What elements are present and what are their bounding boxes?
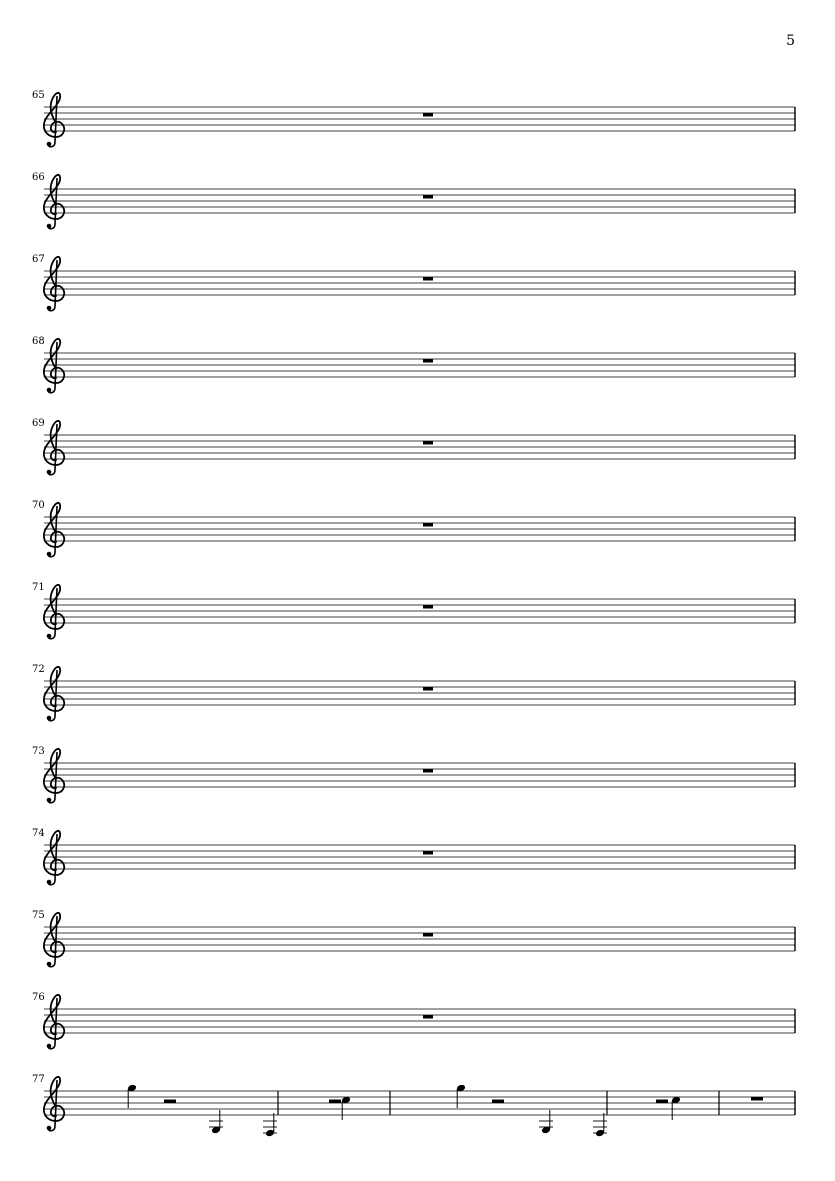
page-number: 5: [786, 33, 795, 49]
staff-system: [32, 172, 795, 229]
note: [341, 1096, 351, 1120]
treble-clef-icon: [44, 93, 64, 147]
whole-rest: [423, 1015, 433, 1019]
note: [539, 1110, 553, 1134]
staff-system: [32, 582, 795, 639]
half-rest: [164, 1100, 176, 1104]
whole-rest: [423, 605, 433, 609]
whole-rest: [751, 1097, 763, 1101]
staff-system: [32, 664, 795, 721]
treble-clef-icon: [44, 175, 64, 229]
staff-system: [32, 418, 795, 475]
whole-rest: [423, 687, 433, 691]
measure-number: 73: [32, 746, 45, 757]
note: [263, 1113, 277, 1137]
whole-rest: [423, 441, 433, 445]
treble-clef-icon: [44, 913, 64, 967]
measure-number: 74: [32, 828, 45, 839]
note: [671, 1096, 681, 1120]
staff-system: [32, 90, 795, 147]
treble-clef-icon: [44, 995, 64, 1049]
staff-system: [32, 828, 795, 885]
measure-number: 67: [32, 254, 45, 265]
whole-rest: [423, 195, 433, 199]
whole-rest: [423, 769, 433, 773]
systems: [32, 90, 795, 1137]
treble-clef-icon: [44, 749, 64, 803]
treble-clef-icon: [44, 257, 64, 311]
half-rest: [329, 1100, 341, 1104]
staff-system: [32, 992, 795, 1049]
whole-rest: [423, 359, 433, 363]
treble-clef-icon: [44, 1077, 64, 1131]
staff-system: [32, 910, 795, 967]
measure-number: 76: [32, 992, 45, 1003]
staff-system: [32, 746, 795, 803]
whole-rest: [423, 277, 433, 281]
treble-clef-icon: [44, 667, 64, 721]
measure-number: 65: [32, 90, 45, 101]
measure-number: 77: [32, 1074, 45, 1085]
measure-number: 75: [32, 910, 45, 921]
note: [456, 1084, 466, 1108]
staff-system: [32, 336, 795, 393]
half-rest: [492, 1100, 504, 1104]
staff-system: [32, 254, 795, 311]
note: [209, 1110, 223, 1134]
measure-number: 68: [32, 336, 45, 347]
treble-clef-icon: [44, 421, 64, 475]
staff-system: [32, 500, 795, 557]
measure-number: 70: [32, 500, 45, 511]
treble-clef-icon: [44, 503, 64, 557]
note: [593, 1113, 607, 1137]
treble-clef-icon: [44, 585, 64, 639]
measure-number: 69: [32, 418, 45, 429]
treble-clef-icon: [44, 831, 64, 885]
whole-rest: [423, 851, 433, 855]
half-rest: [656, 1100, 668, 1104]
staff-system: [32, 1074, 795, 1137]
measure-number: 71: [32, 582, 45, 593]
measure-number: 72: [32, 664, 45, 675]
whole-rest: [423, 113, 433, 117]
treble-clef-icon: [44, 339, 64, 393]
whole-rest: [423, 933, 433, 937]
whole-rest: [423, 523, 433, 527]
note: [127, 1084, 137, 1108]
measure-number: 66: [32, 172, 45, 183]
